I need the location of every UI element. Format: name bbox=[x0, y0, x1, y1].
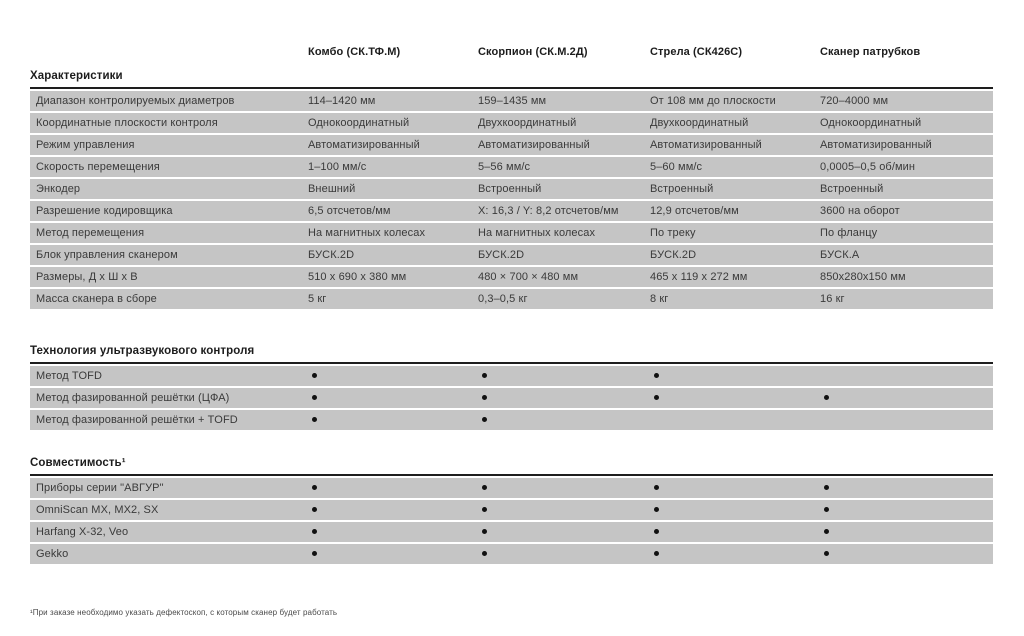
bullet-cell bbox=[308, 410, 478, 430]
cell-value: 465 x 119 x 272 мм bbox=[650, 271, 748, 283]
cell-value: Автоматизированный bbox=[478, 139, 590, 151]
section-divider bbox=[30, 362, 993, 364]
bullet-dot-icon bbox=[312, 417, 317, 422]
table-sections bbox=[30, 70, 993, 564]
section-3 bbox=[30, 457, 993, 564]
row-label: Разрешение кодировщика bbox=[36, 205, 173, 217]
bullet-dot-icon bbox=[312, 529, 317, 534]
bullet-dot-icon bbox=[482, 507, 487, 512]
bullet-dot-icon bbox=[654, 485, 659, 490]
cell-value: 5 кг bbox=[308, 293, 327, 305]
row-label: Метод фазированной решётки (ЦФА) bbox=[36, 392, 230, 404]
cell-value: Двухкоординатный bbox=[478, 117, 577, 129]
bullet-cell bbox=[478, 478, 650, 498]
row-label: Координатные плоскости контроля bbox=[36, 117, 218, 129]
table-row bbox=[30, 289, 993, 309]
bullet-dot-icon bbox=[312, 485, 317, 490]
table-row bbox=[30, 267, 993, 287]
table-row bbox=[30, 478, 993, 498]
cell-value: 480 × 700 × 480 мм bbox=[478, 271, 579, 283]
bullet-cell bbox=[820, 522, 993, 542]
bullet-cell bbox=[308, 500, 478, 520]
bullet-cell bbox=[478, 366, 650, 386]
bullet-dot-icon bbox=[482, 417, 487, 422]
cell-value: 0,3–0,5 кг bbox=[478, 293, 528, 305]
table-row bbox=[30, 388, 993, 408]
row-label: Gekko bbox=[36, 548, 69, 560]
bullet-cell bbox=[650, 410, 820, 430]
row-label: Блок управления сканером bbox=[36, 249, 178, 261]
bullet-dot-icon bbox=[824, 507, 829, 512]
bullet-cell bbox=[820, 478, 993, 498]
bullet-dot-icon bbox=[482, 373, 487, 378]
table-row bbox=[30, 500, 993, 520]
cell-value: 5–60 мм/с bbox=[650, 161, 703, 173]
row-label: Скорость перемещения bbox=[36, 161, 160, 173]
cell-value: 159–1435 мм bbox=[478, 95, 547, 107]
bullet-dot-icon bbox=[654, 507, 659, 512]
bullet-dot-icon bbox=[824, 485, 829, 490]
table-row bbox=[30, 544, 993, 564]
bullet-dot-icon bbox=[482, 551, 487, 556]
table-row bbox=[30, 223, 993, 243]
row-label: Диапазон контролируемых диаметров bbox=[36, 95, 235, 107]
bullet-dot-icon bbox=[312, 373, 317, 378]
cell-value: 114–1420 мм bbox=[308, 95, 376, 107]
table-row bbox=[30, 522, 993, 542]
section-1 bbox=[30, 70, 993, 309]
row-label: Harfang X-32, Veo bbox=[36, 526, 129, 538]
column-headers bbox=[30, 46, 993, 59]
cell-value: 720–4000 мм bbox=[820, 95, 889, 107]
section-divider bbox=[30, 474, 993, 476]
bullet-cell bbox=[478, 410, 650, 430]
section-title: Технология ультразвукового контроля bbox=[30, 345, 255, 357]
cell-value: 0,0005–0,5 об/мин bbox=[820, 161, 916, 173]
bullet-cell bbox=[478, 500, 650, 520]
bullet-cell bbox=[650, 478, 820, 498]
bullet-cell bbox=[820, 388, 993, 408]
bullet-cell bbox=[478, 544, 650, 564]
bullet-cell bbox=[820, 366, 993, 386]
cell-value: 12,9 отсчетов/мм bbox=[650, 205, 739, 217]
cell-value: 16 кг bbox=[820, 293, 845, 305]
cell-value: Внешний bbox=[308, 183, 356, 195]
cell-value: На магнитных колесах bbox=[478, 227, 596, 239]
cell-value: БУСК.2D bbox=[478, 249, 525, 261]
cell-value: 510 x 690 x 380 мм bbox=[308, 271, 407, 283]
cell-value: 3600 на оборот bbox=[820, 205, 900, 217]
cell-value: Встроенный bbox=[820, 183, 884, 195]
column-header-empty bbox=[30, 46, 308, 59]
cell-value: X: 16,3 / Y: 8,2 отсчетов/мм bbox=[478, 205, 619, 217]
table-row bbox=[30, 245, 993, 265]
bullet-cell bbox=[650, 522, 820, 542]
table-row bbox=[30, 410, 993, 430]
bullet-dot-icon bbox=[482, 529, 487, 534]
table-row bbox=[30, 135, 993, 155]
footnote: ¹При заказе необходимо указать дефектоскоп, с которым сканер будет работать bbox=[30, 608, 338, 617]
cell-value: От 108 мм до плоскости bbox=[650, 95, 776, 107]
bullet-cell bbox=[308, 388, 478, 408]
row-label: Метод перемещения bbox=[36, 227, 145, 239]
table-row bbox=[30, 179, 993, 199]
cell-value: БУСК.2D bbox=[650, 249, 697, 261]
bullet-dot-icon bbox=[654, 395, 659, 400]
cell-value: Встроенный bbox=[478, 183, 542, 195]
table-row bbox=[30, 157, 993, 177]
table-row bbox=[30, 113, 993, 133]
cell-value: Автоматизированный bbox=[650, 139, 762, 151]
cell-value: 1–100 мм/с bbox=[308, 161, 367, 173]
bullet-dot-icon bbox=[824, 551, 829, 556]
bullet-cell bbox=[308, 366, 478, 386]
row-label: Метод фазированной решётки + TOFD bbox=[36, 414, 238, 426]
cell-value: По треку bbox=[650, 227, 696, 239]
section-divider bbox=[30, 87, 993, 89]
row-label: Масса сканера в сборе bbox=[36, 293, 157, 305]
section-title: Характеристики bbox=[30, 70, 123, 82]
table-row bbox=[30, 201, 993, 221]
column-header: Комбо (СК.ТФ.М) bbox=[308, 46, 401, 58]
column-header: Сканер патрубков bbox=[820, 46, 921, 58]
column-header: Стрела (СК426С) bbox=[650, 46, 743, 58]
bullet-cell bbox=[650, 544, 820, 564]
bullet-cell bbox=[308, 478, 478, 498]
bullet-dot-icon bbox=[312, 395, 317, 400]
bullet-cell bbox=[478, 388, 650, 408]
bullet-dot-icon bbox=[654, 551, 659, 556]
bullet-cell bbox=[820, 500, 993, 520]
cell-value: Однокоординатный bbox=[308, 117, 410, 129]
bullet-dot-icon bbox=[482, 485, 487, 490]
bullet-cell bbox=[308, 544, 478, 564]
cell-value: Автоматизированный bbox=[308, 139, 420, 151]
bullet-cell bbox=[478, 522, 650, 542]
cell-value: 5–56 мм/с bbox=[478, 161, 531, 173]
cell-value: 6,5 отсчетов/мм bbox=[308, 205, 391, 217]
cell-value: Двухкоординатный bbox=[650, 117, 749, 129]
bullet-dot-icon bbox=[654, 529, 659, 534]
table-row bbox=[30, 366, 993, 386]
bullet-cell bbox=[650, 366, 820, 386]
cell-value: Однокоординатный bbox=[820, 117, 922, 129]
bullet-cell bbox=[650, 500, 820, 520]
cell-value: 850x280x150 мм bbox=[820, 271, 906, 283]
row-label: Энкодер bbox=[36, 183, 81, 195]
bullet-dot-icon bbox=[482, 395, 487, 400]
section-title: Совместимость¹ bbox=[30, 457, 126, 469]
cell-value: 8 кг bbox=[650, 293, 669, 305]
bullet-dot-icon bbox=[824, 529, 829, 534]
row-label: OmniScan MX, MX2, SX bbox=[36, 504, 159, 516]
cell-value: БУСК.А bbox=[820, 249, 860, 261]
table-row bbox=[30, 91, 993, 111]
bullet-cell bbox=[650, 388, 820, 408]
cell-value: На магнитных колесах bbox=[308, 227, 426, 239]
bullet-dot-icon bbox=[824, 395, 829, 400]
row-label: Размеры, Д х Ш х В bbox=[36, 271, 138, 283]
row-label: Метод TOFD bbox=[36, 370, 103, 382]
row-label: Приборы серии "АВГУР" bbox=[36, 482, 164, 494]
cell-value: Встроенный bbox=[650, 183, 714, 195]
cell-value: Автоматизированный bbox=[820, 139, 932, 151]
bullet-cell bbox=[820, 410, 993, 430]
bullet-dot-icon bbox=[654, 373, 659, 378]
bullet-cell bbox=[308, 522, 478, 542]
row-label: Режим управления bbox=[36, 139, 135, 151]
comparison-table bbox=[30, 46, 993, 564]
cell-value: БУСК.2D bbox=[308, 249, 355, 261]
bullet-dot-icon bbox=[312, 551, 317, 556]
bullet-cell bbox=[820, 544, 993, 564]
cell-value: По фланцу bbox=[820, 227, 878, 239]
bullet-dot-icon bbox=[312, 507, 317, 512]
column-header: Скорпион (СК.М.2Д) bbox=[478, 46, 588, 58]
section-2 bbox=[30, 345, 993, 430]
